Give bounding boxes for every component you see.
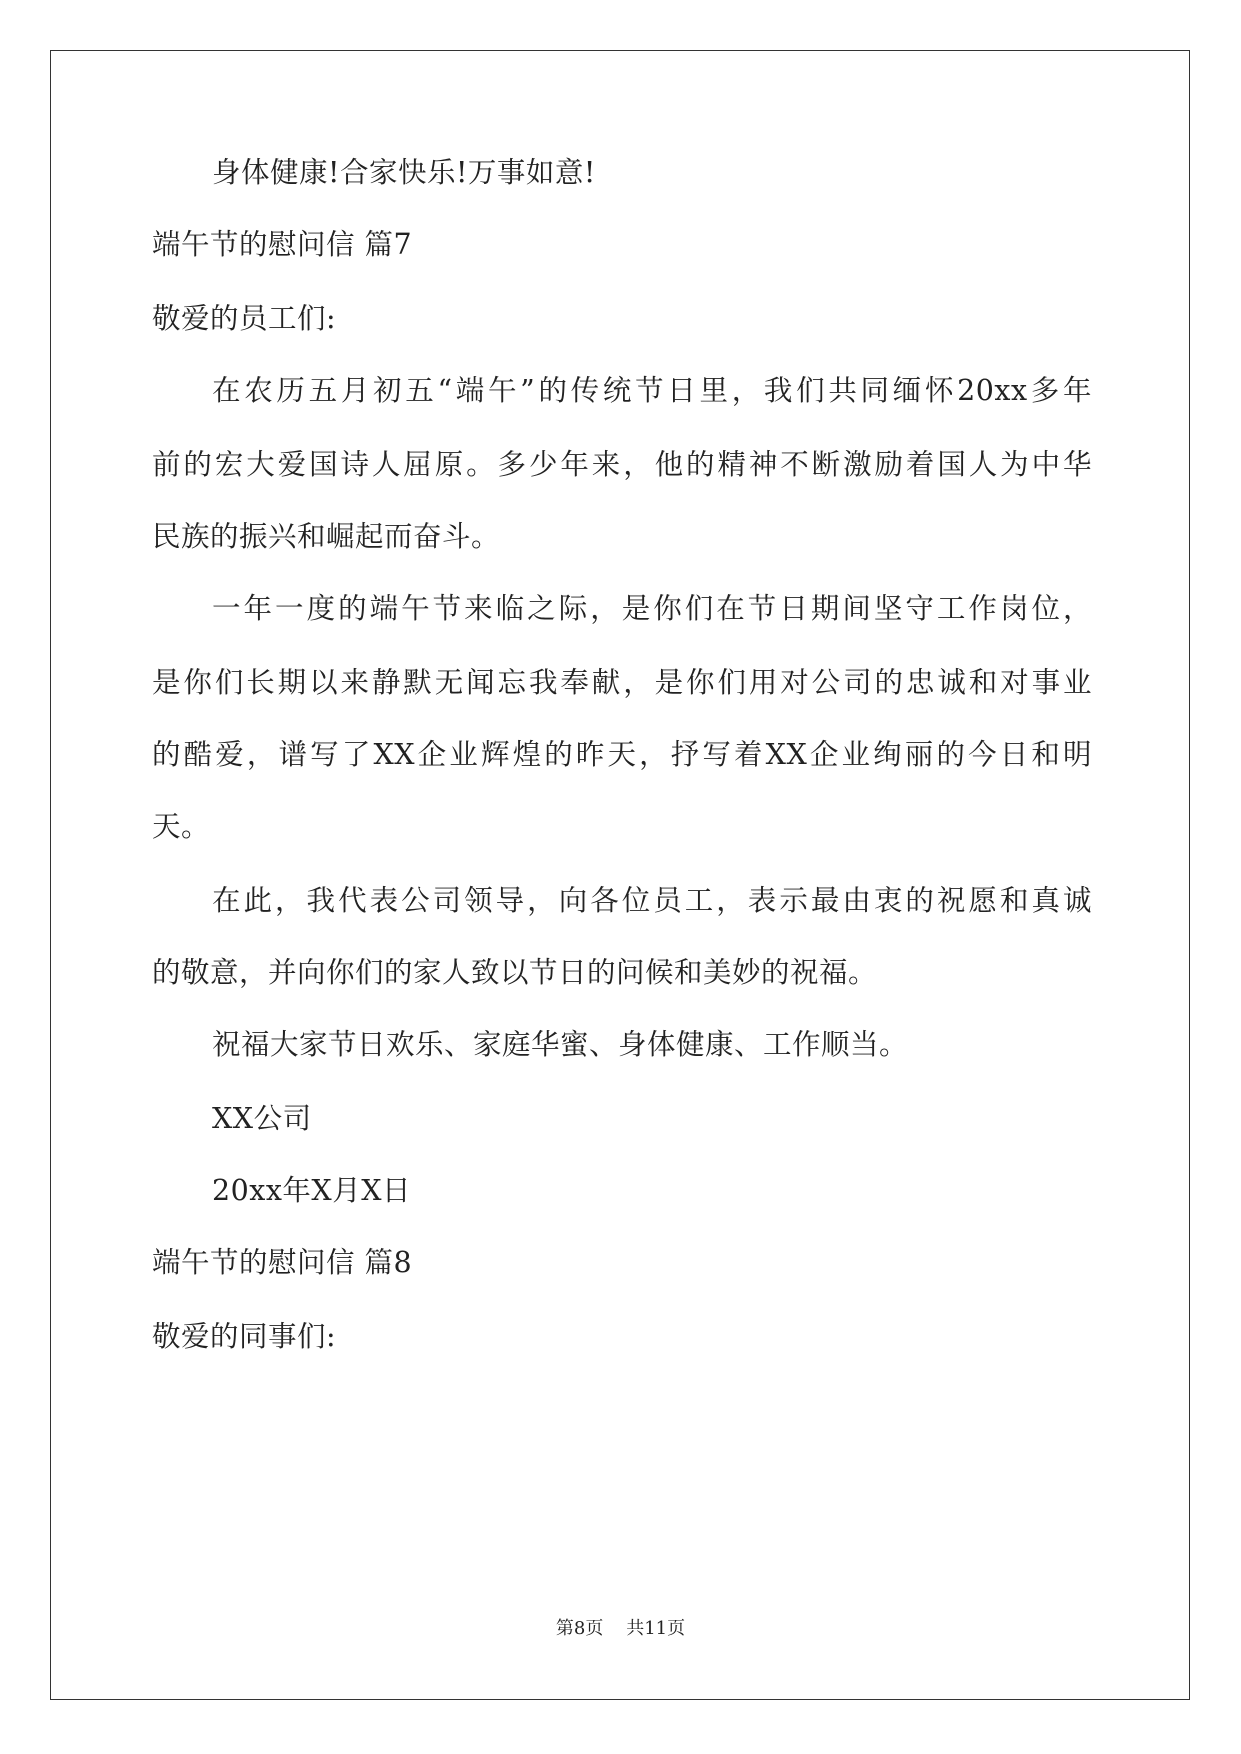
paragraph-2-line-4: 天。	[152, 810, 211, 843]
paragraph-1-line-1: 在农历五月初五“端午”的传统节日里，我们共同缅怀20xx多年	[212, 374, 1092, 407]
closing-wish-line: 身体健康!合家快乐!万事如意!	[212, 156, 596, 189]
page-number-footer: 第8页 共11页	[555, 1618, 686, 1639]
paragraph-2-line-2: 是你们长期以来静默无闻忘我奉献，是你们用对公司的忠诚和对事业	[152, 666, 1092, 699]
paragraph-3-line-1: 在此，我代表公司领导，向各位员工，表示最由衷的祝愿和真诚	[212, 884, 1092, 917]
section-heading-8: 端午节的慰问信 篇8	[152, 1246, 413, 1279]
paragraph-3-line-2: 的敬意，并向你们的家人致以节日的问候和美妙的祝福。	[152, 956, 878, 989]
page-border	[50, 50, 1190, 1700]
salutation-employees: 敬爱的员工们:	[152, 302, 337, 335]
section-heading-7: 端午节的慰问信 篇7	[152, 228, 413, 261]
paragraph-1-line-3: 民族的振兴和崛起而奋斗。	[152, 520, 501, 553]
paragraph-2-line-1: 一年一度的端午节来临之际，是你们在节日期间坚守工作岗位，	[212, 592, 1092, 625]
signature-company: XX公司	[212, 1102, 312, 1135]
salutation-colleagues: 敬爱的同事们:	[152, 1320, 337, 1353]
signature-date: 20xx年X月X日	[212, 1174, 411, 1207]
paragraph-1-line-2: 前的宏大爱国诗人屈原。多少年来，他的精神不断激励着国人为中华	[152, 448, 1092, 481]
blessing-line: 祝福大家节日欢乐、家庭华蜜、身体健康、工作顺当。	[212, 1028, 909, 1061]
paragraph-2-line-3: 的酷爱，谱写了XX企业辉煌的昨天，抒写着XX企业绚丽的今日和明	[152, 738, 1092, 771]
